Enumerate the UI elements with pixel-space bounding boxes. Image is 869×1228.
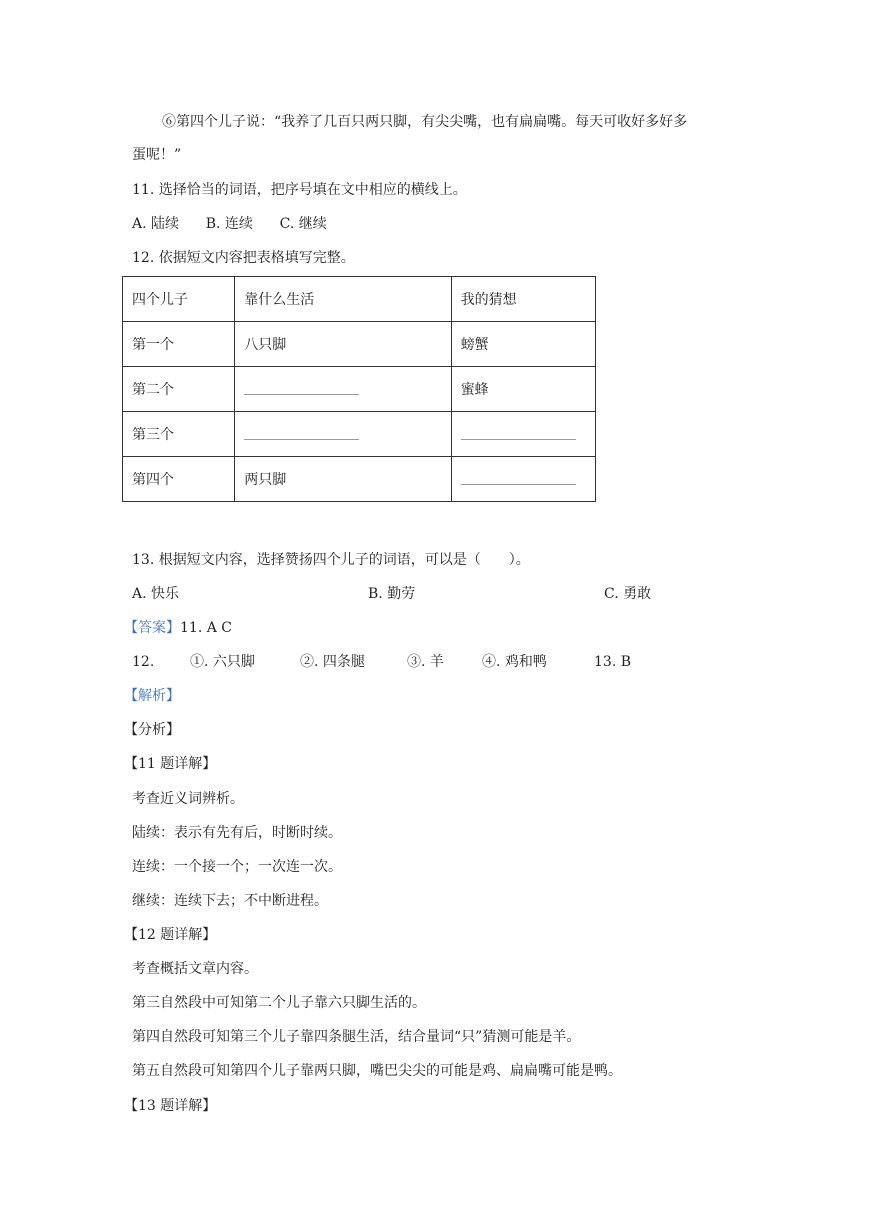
fill-blank	[244, 438, 359, 440]
detail-12-line: 第五自然段可知第四个儿子靠两只脚，嘴巴尖尖的可能是鸡、扁扁嘴可能是鸭。	[132, 1063, 622, 1079]
table-cell-son: 第三个	[123, 412, 235, 457]
option-c: C. 勇敢	[604, 586, 652, 602]
fill-blank	[461, 483, 576, 485]
table-header: 四个儿子	[123, 277, 235, 322]
detail-11-title: 【11 题详解】	[124, 756, 217, 772]
answer-item: ③. 羊	[407, 654, 444, 670]
question-11-options: A. 陆续 B. 连续 C. 继续	[132, 216, 327, 232]
table-row	[123, 322, 596, 367]
analysis-heading: 【分析】	[124, 722, 180, 738]
detail-13-title: 【13 题详解】	[124, 1098, 217, 1114]
table-row	[123, 367, 596, 412]
answer-11: 11. A C	[180, 620, 232, 636]
answer-table	[122, 276, 596, 502]
detail-12-line: 考查概括文章内容。	[132, 961, 258, 977]
fill-blank	[244, 393, 359, 395]
paragraph-6-line1: ⑥第四个儿子说：“我养了几百只两只脚，有尖尖嘴，也有扁扁嘴。每天可收好多好多	[162, 114, 688, 130]
answer-item: ①. 六只脚	[190, 654, 255, 670]
table-cell-guess: 螃蟹	[451, 322, 595, 367]
question-12-stem: 12. 依据短文内容把表格填写完整。	[132, 250, 355, 266]
answer-line1	[124, 618, 232, 638]
question-13-stem: 13. 根据短文内容，选择赞扬四个儿子的词语，可以是（ ）。	[132, 552, 530, 568]
table-cell-living	[235, 367, 451, 412]
table-header: 靠什么生活	[235, 277, 451, 322]
table-cell-guess	[451, 457, 595, 502]
option-b: B. 勤劳	[368, 586, 416, 602]
table-row	[123, 412, 596, 457]
detail-12-title: 【12 题详解】	[124, 927, 217, 943]
answer-tag: 【答案】	[124, 620, 180, 636]
fill-blank	[461, 438, 576, 440]
table-cell-son: 第四个	[123, 457, 235, 502]
analysis-tag: 【解析】	[124, 688, 180, 704]
table-row	[123, 457, 596, 502]
answer-item: ②. 四条腿	[300, 654, 365, 670]
table-cell-guess	[451, 412, 595, 457]
table-cell-living: 八只脚	[235, 322, 451, 367]
table-cell-living: 两只脚	[235, 457, 451, 502]
detail-11-line: 考查近义词辨析。	[132, 791, 244, 807]
table-cell-son: 第一个	[123, 322, 235, 367]
answer-12-label: 12.	[132, 654, 155, 670]
answer-item: 13. B	[594, 654, 632, 670]
table-header-row	[123, 277, 596, 322]
option-a: A. 快乐	[132, 586, 180, 602]
answer-item: ④. 鸡和鸭	[482, 654, 547, 670]
paragraph-6-line2: 蛋呢！”	[132, 147, 182, 163]
question-11-stem: 11. 选择恰当的词语，把序号填在文中相应的横线上。	[132, 182, 467, 198]
table-cell-guess: 蜜蜂	[451, 367, 595, 412]
table-header: 我的猜想	[451, 277, 595, 322]
detail-12-line: 第四自然段可知第三个儿子靠四条腿生活，结合量词“只”猜测可能是羊。	[132, 1029, 581, 1045]
detail-11-line: 继续：连续下去；不中断进程。	[132, 893, 328, 909]
detail-11-line: 连续：一个接一个；一次连一次。	[132, 859, 342, 875]
detail-12-line: 第三自然段中可知第二个儿子靠六只脚生活的。	[132, 995, 426, 1011]
table-cell-son: 第二个	[123, 367, 235, 412]
table-cell-living	[235, 412, 451, 457]
detail-11-line: 陆续：表示有先有后，时断时续。	[132, 825, 342, 841]
